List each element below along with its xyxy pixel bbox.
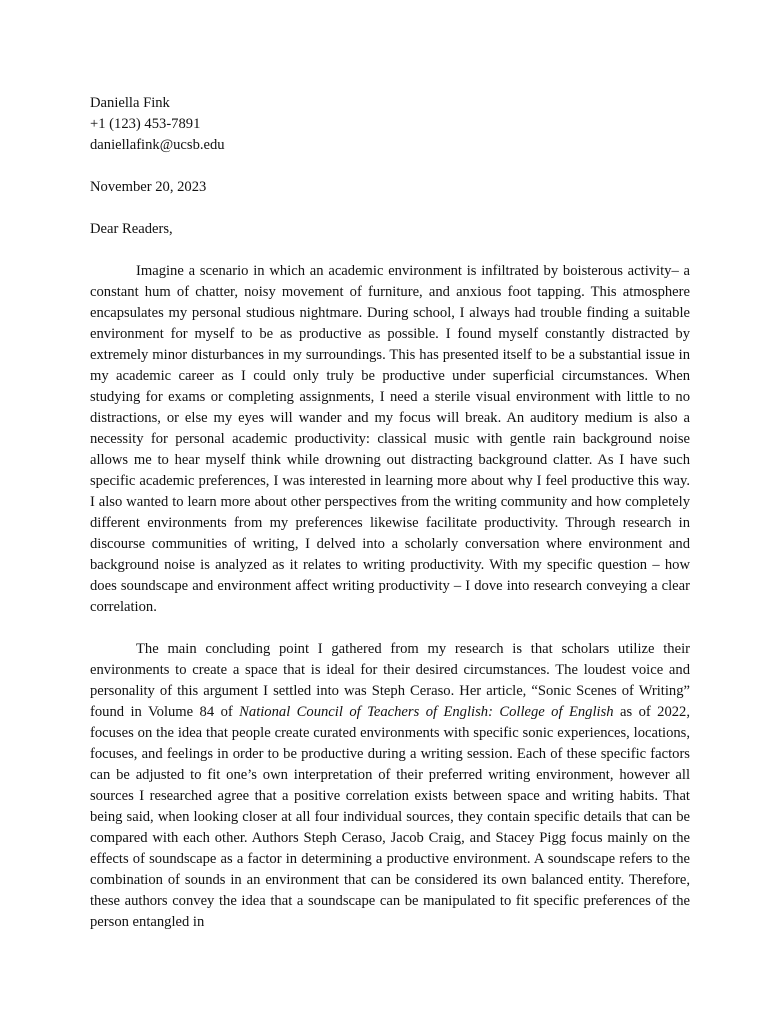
body-paragraph-2 bbox=[90, 639, 690, 933]
paragraph-text-part: as of 2022, focuses on the idea that people create curated environments with specific sonic experiences, locations, focuses, and feelings in order to be productive during a writing session. Each of these specific factors can be adjusted to fit one’s own interpretation of their preferred writing environment, however all sources I researched agree that a positive correlation exists between space and writing habits. That being said, when looking closer at all four individual sources, they contain specific details that can be compared with each other. Authors Steph Ceraso, Jacob Craig, and Stacey Pigg focus mainly on the effects of soundscape as a factor in determining a productive environment. A soundscape refers to the combination of sounds in an environment that can be considered its own balanced entity. Therefore, these authors convey the idea that a soundscape can be manipulated to fit specific preferences of the person entangled in bbox=[90, 704, 690, 930]
paragraph-text-part: The main concluding point I gathered from my research is that scholars utilize their environments to create a space that is ideal for their desired circumstances. The loudest voice and personality of this argument I settled into was Steph Ceraso. Her article, “Sonic Scenes of Writing” found in Volume 84 of bbox=[90, 641, 690, 720]
sender-phone: +1 (123) 453-7891 bbox=[90, 116, 201, 132]
paragraph-text bbox=[90, 639, 690, 933]
spacer bbox=[90, 198, 690, 219]
sender-name: Daniella Fink bbox=[90, 95, 170, 111]
sender-block bbox=[90, 93, 690, 156]
letter-date: November 20, 2023 bbox=[90, 179, 207, 195]
letter-page bbox=[90, 93, 690, 933]
sender-email: daniellafink@ucsb.edu bbox=[90, 137, 225, 153]
paragraph-text: Imagine a scenario in which an academic environment is infiltrated by boisterous activity– a constant hum of chatter, noisy movement of furniture, and anxious foot tapping. This atmosphere encapsulates my personal studious nightmare. During school, I always had trouble finding a suitable environment for myself to be as productive as possible. I found myself constantly distracted by extremely minor disturbances in my surroundings. This has presented itself to be a substantial issue in my academic career as I could only truly be productive under superficial circumstances. When studying for exams or completing assignments, I need a sterile visual environment with little to no distractions, or else my eyes will wander and my focus will break. An auditory medium is also a necessity for personal academic productivity: classical music with gentle rain background noise allows me to hear myself think while drowning out distracting background clatter. As I have such specific academic preferences, I was interested in learning more about why I feel productive this way. I also wanted to learn more about other perspectives from the writing community and how completely different environments from my preferences likewise facilitate productivity. Through research in discourse communities of writing, I delved into a scholarly conversation where environment and background noise is analyzed as it relates to writing productivity. With my specific question – how does soundscape and environment affect writing productivity – I dove into research conveying a clear correlation. bbox=[90, 263, 690, 615]
spacer bbox=[90, 156, 690, 177]
body-paragraph-1 bbox=[90, 261, 690, 618]
salutation: Dear Readers, bbox=[90, 221, 173, 237]
spacer bbox=[90, 240, 690, 261]
spacer bbox=[90, 618, 690, 639]
journal-title: National Council of Teachers of English: College of English bbox=[239, 704, 614, 720]
